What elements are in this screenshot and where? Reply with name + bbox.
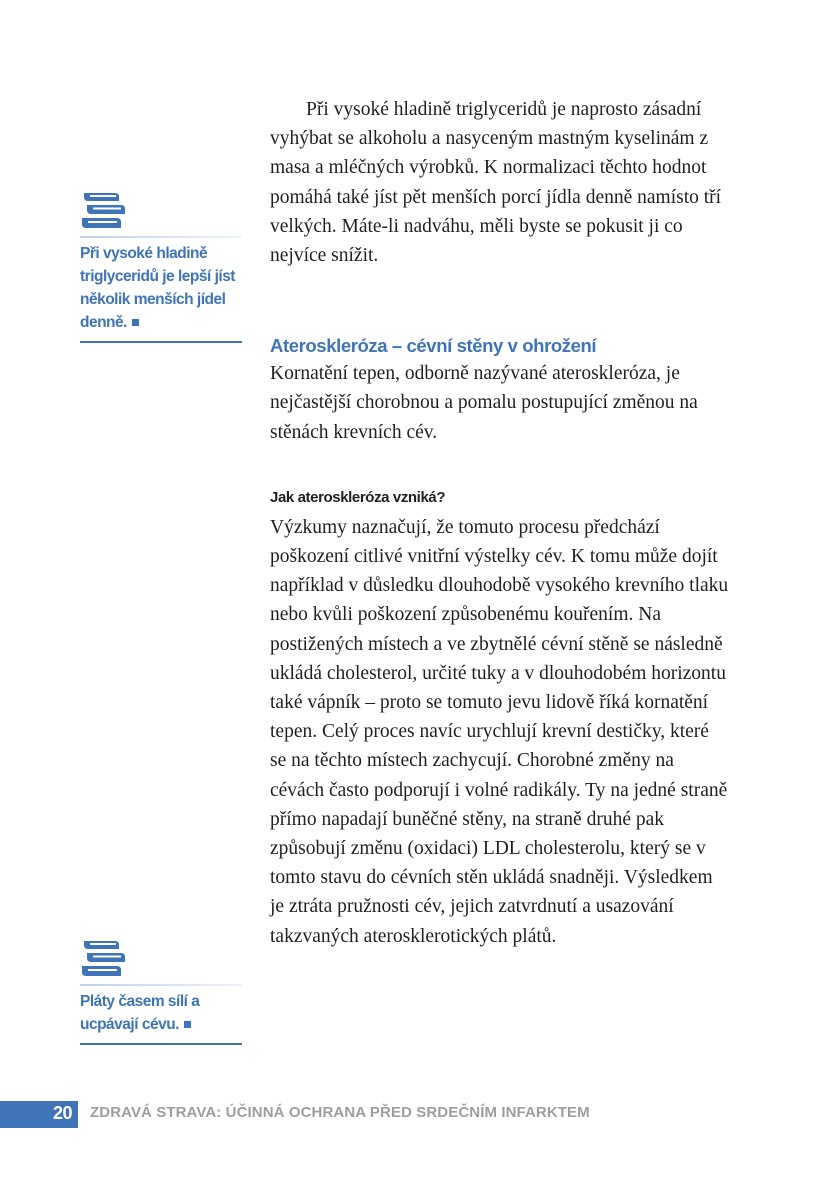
page-number-bar bbox=[0, 1101, 78, 1128]
sub-paragraph: Výzkumy naznačují, že tomuto procesu předchází poškození citlivé vnitřní výstelky cév. K tomu může dojít například v důsledku dlouhodobě vysokého krevního tlaku nebo kvůli poškození způsobenému kouřením. Na postižených místech a ve zbytnělé cévní stěně se následně ukládá cholesterol, určité tuky a v dlouhodobém horizontu také vápník – proto se tomuto jevu lidově říká kornatění tepen. Celý proces navíc urychlují krevní destičky, které se na těchto místech zachycují. Chorobné změny na cévách často podporují i volné radikály. Ty na jedné straně přímo napadají buněčné stěny, na straně druhé pak způsobují změnu (oxidaci) LDL cholesterolu, který se v tomto stavu do cévních stěn ukládá snadněji. Výsledkem je ztráta pružnosti cév, jejich zatvrdnutí a usazování takzvaných aterosklerotických plátů. bbox=[270, 516, 729, 947]
sidenote-top-rule bbox=[80, 984, 242, 986]
main-text-column bbox=[270, 95, 730, 951]
books-icon bbox=[81, 938, 127, 978]
intro-paragraph: Při vysoké hladině triglyceridů je naprosto zásadní vyhýbat se alkoholu a nasyceným mastným kyselinám z masa a mléčných výrobků. K normalizaci těchto hodnot pomáhá také jíst pět menších porcí jídla denně namísto tří velkých. Máte-li nadváhu, měli byste se pokusit ji co nejvíce snížit. bbox=[270, 99, 722, 267]
sidenote-bottom-rule bbox=[80, 1043, 242, 1045]
books-icon bbox=[81, 190, 127, 230]
end-square-icon bbox=[132, 319, 139, 326]
sidenote-bottom-rule bbox=[80, 341, 242, 343]
sidenote-plaques bbox=[80, 938, 242, 1045]
sidenote-text: Při vysoké hladině triglyceridů je lepší jíst několik menších jídel denně. bbox=[80, 245, 235, 331]
sidenote-top-rule bbox=[80, 236, 242, 238]
page-number: 20 bbox=[52, 1103, 72, 1123]
subheading: Jak ateroskleróza vzniká? bbox=[270, 488, 446, 506]
running-footer-title: ZDRAVÁ STRAVA: ÚČINNÁ OCHRANA PŘED SRDEČNÍM INFARKTEM bbox=[90, 1104, 590, 1121]
section-paragraph: Kornatění tepen, odborně nazývané ateroskleróza, je nejčastější chorobnou a pomalu postupující změnou na stěnách krevních cév. bbox=[270, 363, 698, 443]
section-heading: Ateroskleróza – cévní stěny v ohrožení bbox=[270, 335, 597, 357]
sidenote-triglycerides bbox=[80, 190, 242, 343]
end-square-icon bbox=[184, 1021, 191, 1028]
sidenote-text: Pláty časem sílí a ucpávají cévu. bbox=[80, 993, 200, 1033]
